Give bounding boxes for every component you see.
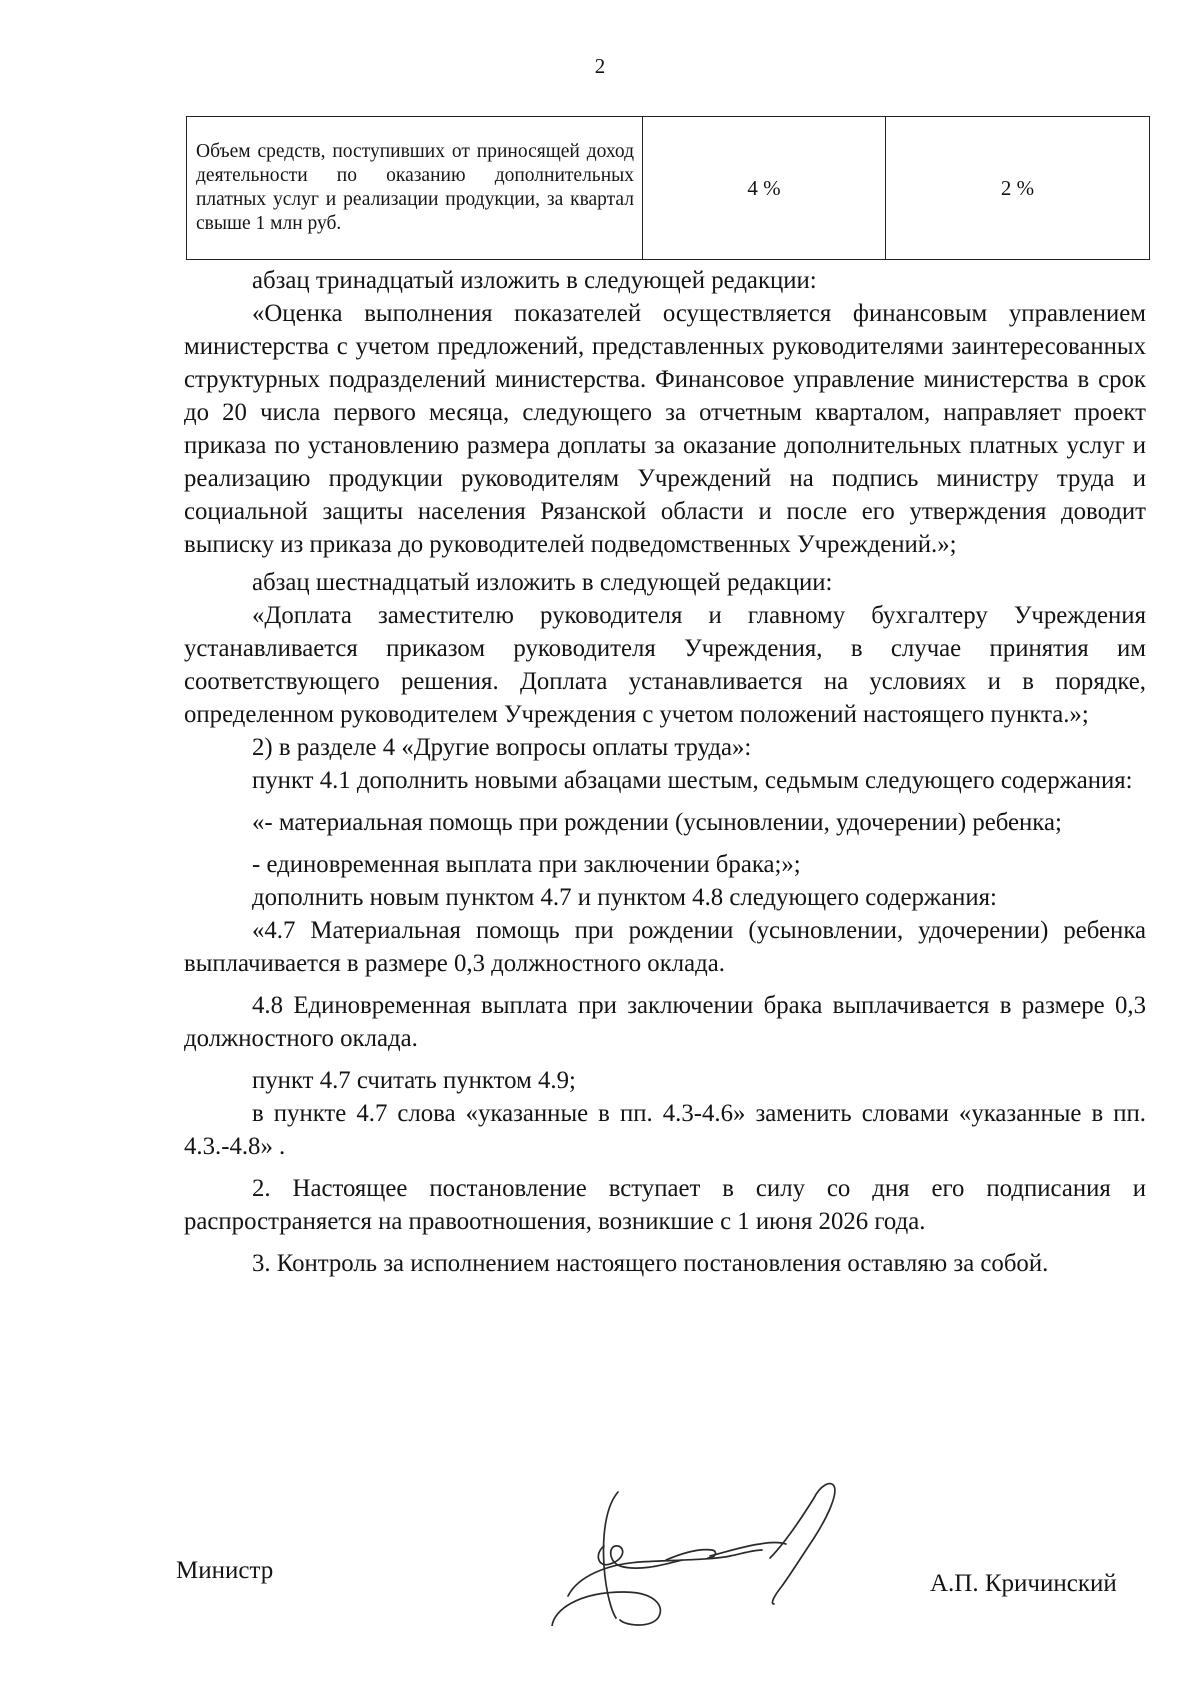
table-row xyxy=(187,117,1150,260)
value-cell-1: 4 % xyxy=(643,117,886,260)
paragraph: 3. Контроль за исполнением настоящего постановления оставляю за собой. xyxy=(252,1250,1049,1277)
paragraph: «Оценка выполнения показателей осуществляется финансовым управлением министерства с учетом предложений, представленных руководителями заинтересованных структурных подразделений министерства. Финансовое управление министерства в срок до 20 числа первого месяца, следующего за отчетным кварталом, направляет проект приказа по установлению размера доплаты за оказание дополнительных платных услуг и реализацию продукции руководителям Учреждений на подпись министру труда и социальной защиты населения Рязанской области и после его утверждения доводит выписку из приказа до руководителей подведомственных Учреждений.»; xyxy=(184,300,1146,558)
handwritten-signature xyxy=(548,1476,888,1626)
paragraph: абзац тринадцатый изложить в следующей редакции: xyxy=(252,267,817,294)
paragraph: 2. Настоящее постановление вступает в силу со дня его подписания и распространяется на правоотношения, возникшие с 1 июня 2026 года. xyxy=(184,1175,1146,1235)
paragraph: абзац шестнадцатый изложить в следующей редакции: xyxy=(252,569,833,596)
paragraph: 4.8 Единовременная выплата при заключении брака выплачивается в размере 0,3 должностного оклада. xyxy=(184,992,1146,1052)
indicator-cell: Объем средств, поступивших от приносящей доход деятельности по оказанию дополнительных платных услуг и реализации продукции, за квартал свыше 1 млн руб. xyxy=(187,117,643,260)
paragraph: «4.7 Материальная помощь при рождении (усыновлении, удочерении) ребенка выплачивается в размере 0,3 должностного оклада. xyxy=(184,917,1146,977)
indicator-table xyxy=(186,116,1150,260)
paragraph: дополнить новым пунктом 4.7 и пунктом 4.8 следующего содержания: xyxy=(252,884,997,911)
page-number: 2 xyxy=(594,54,606,78)
paragraph: пункт 4.7 считать пунктом 4.9; xyxy=(252,1067,576,1094)
paragraph: 2) в разделе 4 «Другие вопросы оплаты труда»: xyxy=(252,734,752,761)
paragraph: пункт 4.1 дополнить новыми абзацами шестым, седьмым следующего содержания: xyxy=(252,767,1133,794)
paragraph: «Доплата заместителю руководителя и главному бухгалтеру Учреждения устанавливается приказом руководителя Учреждения, в случае принятия им соответствующего решения. Доплата устанавливается на условиях и в порядке, определенном руководителем Учреждения с учетом положений настоящего пункта.»; xyxy=(184,602,1146,728)
paragraph: - единовременная выплата при заключении брака;»; xyxy=(252,851,801,878)
signatory-name: А.П. Кричинский xyxy=(930,1570,1117,1597)
value-cell-2: 2 % xyxy=(886,117,1150,260)
paragraph: «- материальная помощь при рождении (усыновлении, удочерении) ребенка; xyxy=(252,809,1062,836)
paragraph: в пункте 4.7 слова «указанные в пп. 4.3-4.6» заменить словами «указанные в пп. 4.3.-4.8» . xyxy=(184,1100,1146,1160)
signatory-position: Министр xyxy=(176,1557,274,1584)
document-body xyxy=(184,264,1146,1280)
